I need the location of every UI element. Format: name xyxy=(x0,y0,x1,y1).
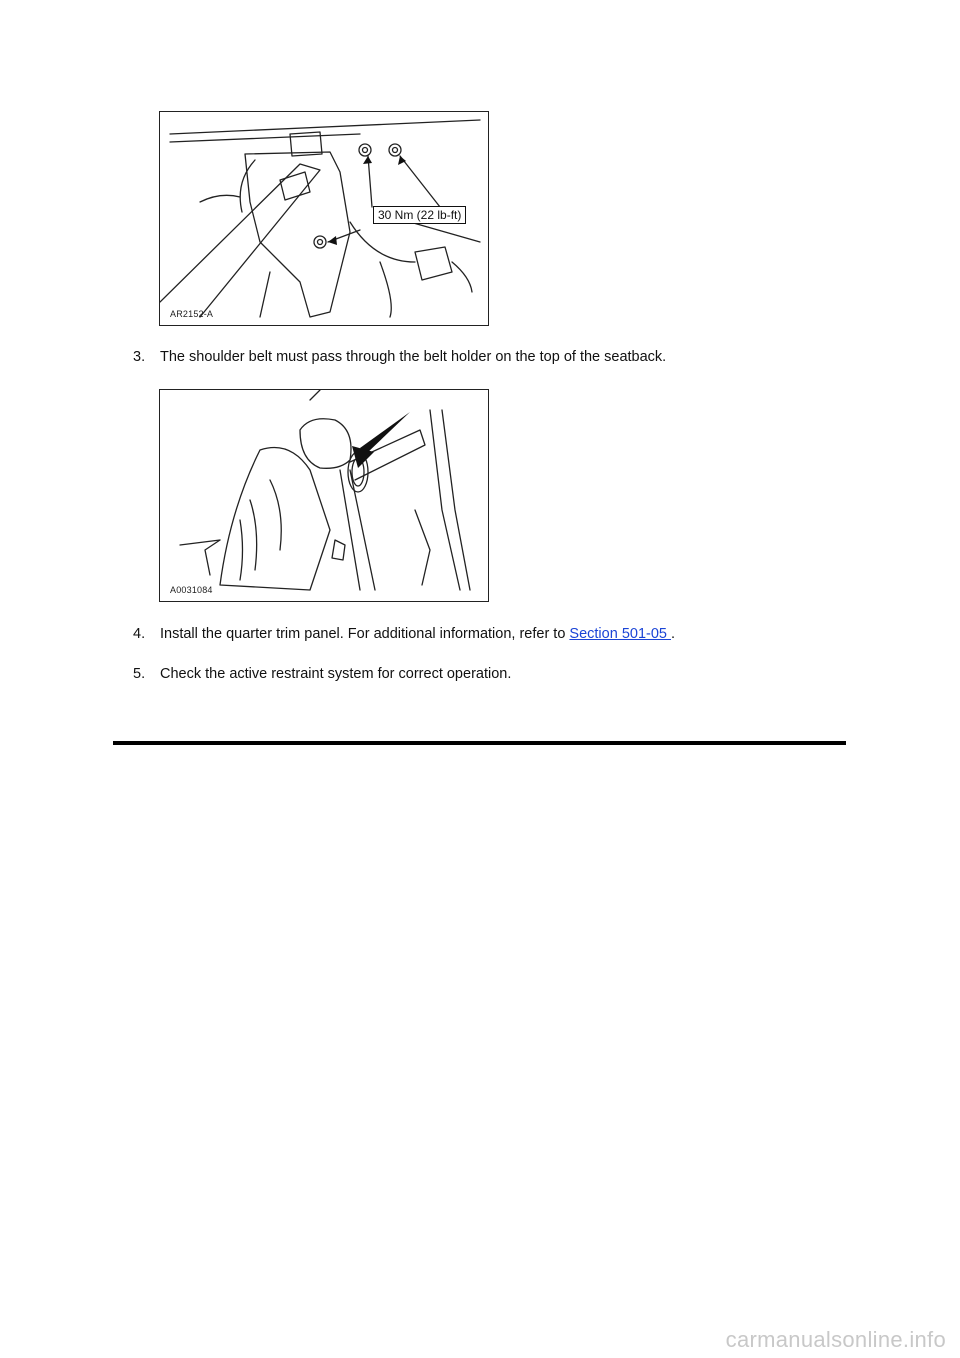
step-5 xyxy=(133,665,511,683)
torque-callout: 30 Nm (22 lb-ft) xyxy=(373,206,466,224)
step-text: Check the active restraint system for correct operation. xyxy=(160,666,512,682)
step-3 xyxy=(133,348,666,366)
illustration-belt-holder xyxy=(159,389,489,602)
step-text: The shoulder belt must pass through the belt holder on the top of the seatback. xyxy=(160,349,667,365)
seat-belt-holder-drawing xyxy=(160,390,488,601)
step-number: 3. xyxy=(133,349,146,365)
figure-code: AR2152-A xyxy=(170,309,214,319)
section-link[interactable]: Section 501-05 xyxy=(569,626,671,642)
figure-code: A0031084 xyxy=(170,585,213,595)
step-number: 5. xyxy=(133,666,146,682)
step-4 xyxy=(133,625,675,643)
watermark: carmanualsonline.info xyxy=(725,1327,946,1352)
illustration-belt-anchor xyxy=(159,111,489,326)
step-number: 4. xyxy=(133,626,146,642)
section-divider xyxy=(113,741,846,745)
step-text: Install the quarter trim panel. For additional information, refer to xyxy=(160,626,570,642)
step-text-end: . xyxy=(671,626,676,642)
